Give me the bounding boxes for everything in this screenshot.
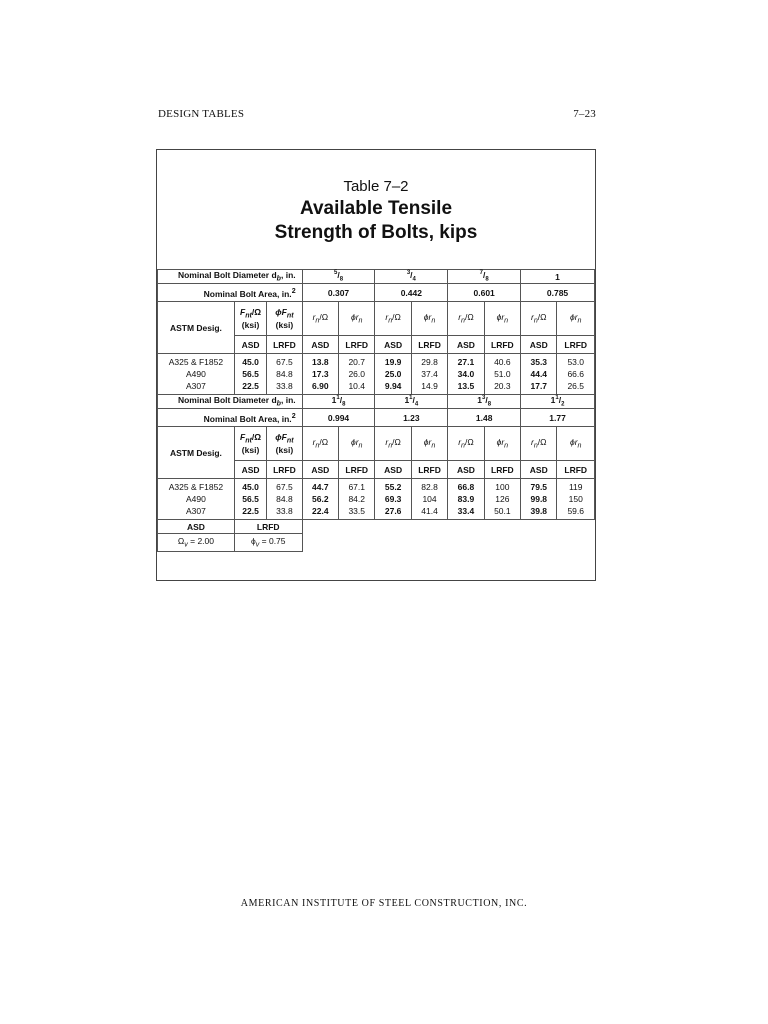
diameter-denominator: 8	[342, 401, 346, 408]
asd-text: ASD	[456, 339, 475, 350]
bolt-diameter: $1^1/_4$	[375, 395, 448, 409]
bolt-area-value: 0.442	[400, 287, 422, 298]
area-row	[158, 409, 595, 427]
diameter-label-tail: , in.	[280, 270, 296, 281]
area-label-sup: 2	[291, 286, 296, 295]
phi-rn-letter: ϕr	[496, 312, 505, 323]
values-block	[158, 479, 595, 520]
strength-cell	[448, 479, 484, 520]
diameter-numerator: 1	[555, 395, 559, 402]
asd-label	[302, 461, 338, 479]
strength-value: 66.8	[457, 482, 475, 492]
strength-value: 53.0	[567, 357, 584, 367]
bolt-diameter: $^3/_4$	[375, 270, 448, 284]
omega-symbol: /Ω	[537, 437, 547, 448]
lrfd-text: LRFD	[491, 464, 514, 475]
rn-omega-header	[448, 302, 484, 336]
strength-value: 56.2	[312, 494, 329, 504]
fnt-letter: F	[240, 432, 246, 443]
phi-fnt-value: 84.8	[276, 369, 293, 379]
bolt-designation: A325 & F1852	[168, 357, 224, 367]
lrfd-label	[557, 336, 595, 354]
lrfd-text: LRFD	[564, 464, 588, 475]
rn-sub: n	[388, 316, 393, 325]
strength-value: 79.5	[530, 482, 548, 492]
asd-label	[302, 336, 338, 354]
rn-sub: n	[533, 316, 538, 325]
strength-value: 83.9	[457, 494, 475, 504]
phi-fnt-sub: nt	[286, 311, 294, 320]
phi-rn-sub: n	[431, 441, 436, 450]
diameter-label-text: Nominal Bolt Diameter d	[177, 270, 277, 281]
fnt-omega-header	[234, 427, 266, 461]
strength-cell	[375, 354, 411, 395]
lrfd-label	[411, 336, 447, 354]
bolt-area	[448, 409, 521, 427]
phi-rn-letter: ϕr	[350, 437, 359, 448]
strength-value: 44.7	[312, 482, 329, 492]
phi-rn-sub: n	[358, 441, 363, 450]
area-label-sup: 2	[291, 411, 296, 420]
phi-rn-header	[339, 302, 375, 336]
strength-value: 13.8	[312, 357, 329, 367]
phi-fnt-value: 67.5	[276, 482, 293, 492]
strength-value: 39.8	[530, 506, 548, 516]
ksi-unit: (ksi)	[241, 319, 260, 330]
strength-value: 69.3	[384, 494, 402, 504]
asd-text: ASD	[241, 464, 260, 475]
strength-value: 17.3	[312, 369, 329, 379]
bolt-diameter: $1^1/_2$	[521, 395, 595, 409]
strength-value: 104	[422, 494, 437, 504]
omega-symbol: /Ω	[251, 307, 262, 318]
rn-letter: r	[312, 437, 316, 448]
rn-omega-header	[448, 427, 484, 461]
rn-omega-header	[521, 427, 557, 461]
bolt-designation: A490	[186, 369, 206, 379]
bolt-area-value: 1.77	[549, 412, 566, 423]
strength-value: 13.5	[457, 381, 475, 391]
rn-omega-header	[375, 302, 411, 336]
strength-value: 19.9	[384, 357, 402, 367]
phi-rn-header	[484, 302, 520, 336]
phi-fnt-cell	[267, 354, 302, 395]
diameter-whole: 1	[555, 271, 560, 282]
bolt-diameter: $^5/_8$	[302, 270, 375, 284]
diameter-denominator: 8	[339, 276, 344, 283]
bolt-area	[302, 284, 375, 302]
phi-rn-sub: n	[504, 441, 509, 450]
omega-symbol: /Ω	[464, 312, 474, 323]
asd-label	[234, 461, 266, 479]
strength-cell	[411, 354, 447, 395]
phi-fnt-letter: ϕF	[275, 432, 287, 443]
strength-value: 99.8	[530, 494, 548, 504]
area-label	[158, 409, 303, 427]
phi-rn-header	[411, 427, 447, 461]
rn-letter: r	[458, 312, 462, 323]
strength-cell	[339, 354, 375, 395]
strength-value: 37.4	[421, 369, 438, 379]
strength-value: 82.8	[421, 482, 438, 492]
strength-value: 55.2	[384, 482, 402, 492]
strength-value: 17.7	[530, 381, 548, 391]
lrfd-text: LRFD	[273, 464, 296, 475]
phi-glyph: ϕ	[250, 536, 256, 547]
bolt-area	[375, 284, 448, 302]
omega-symbol: /Ω	[251, 432, 262, 443]
bolt-area-value: 0.601	[473, 287, 495, 298]
phi-rn-letter: ϕr	[569, 312, 578, 323]
bolt-area	[448, 284, 521, 302]
fnt-omega-header	[234, 302, 266, 336]
strength-value: 100	[495, 482, 510, 492]
omega-glyph: Ω	[177, 536, 185, 547]
fnt-value: 22.5	[242, 506, 259, 516]
bolt-strength-table	[157, 269, 595, 552]
area-row	[158, 284, 595, 302]
table-frame	[156, 149, 596, 581]
phi-rn-letter: ϕr	[350, 312, 359, 323]
factor-asd-label	[158, 520, 235, 534]
rn-letter: r	[312, 312, 316, 323]
bolt-area	[521, 409, 595, 427]
phi-rn-sub: n	[431, 316, 436, 325]
asd-text: ASD	[529, 339, 548, 350]
diameter-numerator: 3	[406, 270, 411, 277]
bolt-area	[302, 409, 375, 427]
bolt-area-value: 0.307	[327, 287, 350, 298]
phi-rn-header	[557, 427, 595, 461]
lrfd-label	[484, 461, 520, 479]
omega-sub: v	[184, 540, 188, 549]
fnt-value: 56.5	[242, 369, 259, 379]
lrfd-label	[267, 461, 302, 479]
strength-value: 33.5	[348, 506, 365, 516]
fnt-sub: nt	[245, 311, 252, 320]
diameter-label	[158, 270, 303, 284]
rn-omega-header	[375, 427, 411, 461]
diameter-row	[158, 270, 595, 284]
fnt-value: 56.5	[242, 494, 259, 504]
lrfd-label	[411, 461, 447, 479]
strength-cell	[339, 479, 375, 520]
lrfd-text: LRFD	[345, 339, 369, 350]
rn-letter: r	[385, 437, 389, 448]
rn-omega-header	[302, 302, 338, 336]
phi-value: = 0.75	[259, 536, 286, 547]
phi-rn-sub: n	[504, 316, 509, 325]
asd-text: ASD	[241, 339, 260, 350]
strength-cell	[557, 354, 595, 395]
phi-fnt-header	[267, 427, 302, 461]
table-title-line1: Available Tensile	[299, 198, 453, 219]
fnt-sub: nt	[245, 436, 252, 445]
lrfd-text: LRFD	[491, 339, 514, 350]
strength-cell	[375, 479, 411, 520]
asd-text: ASD	[456, 464, 475, 475]
diameter-label-text: Nominal Bolt Diameter d	[177, 395, 277, 406]
astm-desig-header	[158, 427, 235, 479]
lrfd-text: LRFD	[418, 339, 441, 350]
strength-value: 41.4	[421, 506, 438, 516]
factor-lrfd-label	[234, 520, 302, 534]
strength-cell	[521, 354, 557, 395]
page-number: 7–23	[573, 108, 596, 120]
bolt-area	[375, 409, 448, 427]
values-block	[158, 354, 595, 395]
strength-value: 51.0	[494, 369, 511, 379]
bolt-diameter: $^7/_8$	[448, 270, 521, 284]
phi-fnt-value: 67.5	[276, 357, 293, 367]
diameter-label	[158, 395, 303, 409]
rn-letter: r	[531, 312, 534, 323]
strength-value: 25.0	[384, 369, 402, 379]
strength-value: 40.6	[494, 357, 511, 367]
astm-desig-text: ASTM Desig.	[169, 447, 222, 458]
rn-letter: r	[458, 437, 462, 448]
rn-sub: n	[533, 441, 538, 450]
omega-factor	[158, 534, 235, 552]
strength-value: 35.3	[530, 357, 548, 367]
strength-cell	[302, 354, 338, 395]
strength-cell	[521, 479, 557, 520]
bolt-diameter	[521, 270, 595, 284]
bolt-area-value: 1.23	[403, 412, 420, 423]
bolt-designation: A307	[186, 381, 206, 391]
bolt-area-value: 0.785	[546, 287, 569, 298]
omega-value: = 2.00	[187, 536, 214, 547]
lrfd-label	[557, 461, 595, 479]
phi-fnt-value: 33.8	[276, 381, 293, 391]
strength-value: 67.1	[348, 482, 365, 492]
strength-value: 20.7	[348, 357, 365, 367]
phi-rn-header	[557, 302, 595, 336]
strength-cell	[411, 479, 447, 520]
fnt-value: 45.0	[242, 482, 259, 492]
strength-value: 10.4	[348, 381, 365, 391]
phi-fnt-value: 33.8	[276, 506, 293, 516]
strength-value: 26.0	[348, 369, 365, 379]
bolt-diameter: $1^3/_8$	[448, 395, 521, 409]
fnt-cell	[234, 479, 266, 520]
diameter-label-sub: b	[276, 399, 281, 408]
asd-label	[448, 461, 484, 479]
rn-omega-header	[302, 427, 338, 461]
phi-rn-header	[411, 302, 447, 336]
table-number: Table 7–2	[343, 178, 409, 195]
diameter-label-tail: , in.	[280, 395, 296, 406]
phi-fnt-sub: nt	[286, 436, 294, 445]
asd-label	[375, 336, 411, 354]
running-header-left: DESIGN TABLES	[158, 108, 245, 120]
strength-value: 6.90	[312, 381, 329, 391]
lrfd-label	[339, 336, 375, 354]
fnt-value: 45.0	[242, 357, 259, 367]
rn-omega-header	[521, 302, 557, 336]
designation-cell	[158, 479, 235, 520]
strength-value: 14.9	[421, 381, 438, 391]
strength-value: 33.4	[457, 506, 475, 516]
omega-symbol: /Ω	[319, 437, 329, 448]
diameter-denominator: 4	[414, 401, 419, 408]
omega-symbol: /Ω	[319, 312, 329, 323]
strength-value: 126	[495, 494, 510, 504]
strength-value: 84.2	[348, 494, 365, 504]
ksi-unit: (ksi)	[275, 444, 294, 455]
omega-symbol: /Ω	[392, 437, 401, 448]
strength-value: 27.6	[384, 506, 402, 516]
bolt-area-value: 1.48	[475, 412, 493, 423]
strength-value: 66.6	[567, 369, 584, 379]
designation-cell	[158, 354, 235, 395]
asd-label	[375, 461, 411, 479]
fnt-cell	[234, 354, 266, 395]
diameter-whole: 1	[331, 395, 337, 406]
ksi-unit: (ksi)	[241, 444, 260, 455]
diameter-denominator: 8	[487, 401, 492, 408]
phi-rn-header	[339, 427, 375, 461]
table-title-line2: Strength of Bolts, kips	[274, 222, 478, 243]
diameter-numerator: 5	[334, 270, 338, 277]
diameter-numerator: 7	[479, 270, 483, 277]
asd-label	[234, 336, 266, 354]
asd-text: ASD	[384, 339, 403, 350]
diameter-denominator: 8	[485, 276, 489, 283]
asd-text: ASD	[529, 464, 548, 475]
strength-value: 150	[568, 494, 583, 504]
diameter-denominator: 4	[412, 276, 416, 283]
publisher-footer: AMERICAN INSTITUTE OF STEEL CONSTRUCTION, INC.	[240, 898, 528, 909]
phi-factor	[234, 534, 302, 552]
diameter-numerator: 1	[336, 395, 340, 402]
strength-value: 9.94	[384, 381, 402, 391]
bolt-designation: A490	[186, 494, 206, 504]
bolt-diameter: $1^1/_8$	[302, 395, 375, 409]
lrfd-label	[484, 336, 520, 354]
phi-rn-sub: n	[358, 316, 363, 325]
strength-value: 59.6	[567, 506, 584, 516]
astm-desig-header	[158, 302, 235, 354]
asd-label	[521, 461, 557, 479]
strength-value: 119	[568, 482, 583, 492]
phi-rn-letter: ϕr	[423, 437, 432, 448]
strength-cell	[484, 354, 520, 395]
strength-value: 34.0	[457, 369, 475, 379]
diameter-whole: 1	[550, 395, 556, 406]
rn-letter: r	[385, 312, 389, 323]
bolt-area	[521, 284, 595, 302]
area-label-text: Nominal Bolt Area, in.	[203, 413, 292, 424]
strength-value: 26.5	[567, 381, 584, 391]
asd-label	[448, 336, 484, 354]
lrfd-text: LRFD	[273, 339, 296, 350]
fnt-value: 22.5	[242, 381, 259, 391]
lrfd-text: LRFD	[418, 464, 441, 475]
phi-rn-letter: ϕr	[423, 312, 432, 323]
phi-rn-letter: ϕr	[496, 437, 505, 448]
astm-desig-text: ASTM Desig.	[169, 322, 222, 333]
lrfd-text: LRFD	[564, 339, 588, 350]
diameter-whole: 1	[404, 395, 410, 406]
asd-text: ASD	[384, 464, 403, 475]
strength-cell	[484, 479, 520, 520]
lrfd-label	[267, 336, 302, 354]
diameter-label-sub: b	[276, 274, 281, 283]
ksi-unit: (ksi)	[275, 319, 294, 330]
phi-fnt-letter: ϕF	[275, 307, 287, 318]
strength-cell	[448, 354, 484, 395]
strength-value: 50.1	[494, 506, 511, 516]
diameter-row	[158, 395, 595, 409]
phi-fnt-cell	[267, 479, 302, 520]
symbol-header-row	[158, 427, 595, 461]
bolt-designation: A307	[186, 506, 206, 516]
strength-value: 29.8	[421, 357, 438, 367]
phi-rn-header	[484, 427, 520, 461]
asd-label	[521, 336, 557, 354]
strength-cell	[302, 479, 338, 520]
rn-sub: n	[315, 316, 320, 325]
empty-cell	[302, 520, 594, 552]
omega-symbol: /Ω	[392, 312, 401, 323]
asd-text: ASD	[311, 339, 330, 350]
phi-fnt-header	[267, 302, 302, 336]
strength-value: 44.4	[530, 369, 548, 379]
factor-header-row	[158, 520, 595, 534]
rn-letter: r	[531, 437, 534, 448]
rn-sub: n	[461, 441, 465, 450]
diameter-whole: 1	[477, 395, 482, 406]
lrfd-text: LRFD	[345, 464, 369, 475]
diameter-numerator: 1	[409, 395, 413, 402]
strength-cell	[557, 479, 595, 520]
rn-sub: n	[315, 441, 320, 450]
area-label	[158, 284, 303, 302]
phi-rn-sub: n	[577, 441, 582, 450]
phi-rn-sub: n	[577, 316, 582, 325]
omega-symbol: /Ω	[537, 312, 547, 323]
lrfd-label	[339, 461, 375, 479]
phi-fnt-value: 84.8	[276, 494, 293, 504]
phi-sub: v	[255, 540, 260, 549]
bolt-designation: A325 & F1852	[168, 482, 224, 492]
factor-asd-text: ASD	[186, 521, 205, 532]
symbol-header-row	[158, 302, 595, 336]
area-label-text: Nominal Bolt Area, in.	[203, 288, 292, 299]
diameter-numerator: 3	[481, 395, 486, 402]
strength-value: 22.4	[312, 506, 329, 516]
rn-sub: n	[461, 316, 465, 325]
diameter-denominator: 2	[561, 401, 565, 408]
strength-value: 20.3	[494, 381, 511, 391]
bolt-area-value: 0.994	[327, 412, 350, 423]
factor-lrfd-text: LRFD	[256, 521, 280, 532]
strength-value: 27.1	[457, 357, 475, 367]
omega-symbol: /Ω	[464, 437, 474, 448]
fnt-letter: F	[240, 307, 246, 318]
asd-text: ASD	[311, 464, 330, 475]
phi-rn-letter: ϕr	[569, 437, 578, 448]
rn-sub: n	[388, 441, 393, 450]
